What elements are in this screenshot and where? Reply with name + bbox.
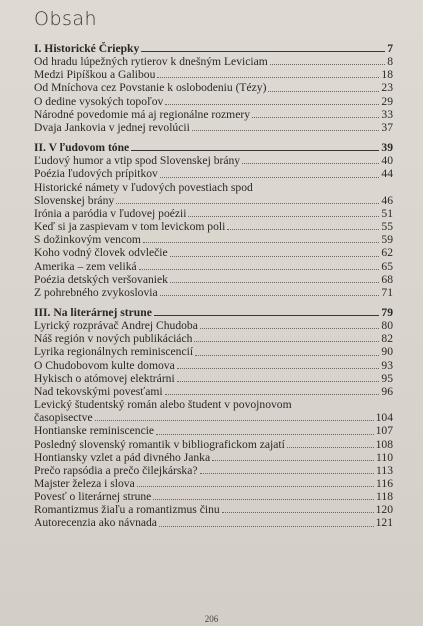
toc-entry: [34, 194, 393, 207]
dot-leader: [287, 446, 374, 448]
page-number: 107: [375, 424, 393, 438]
dot-leader: [170, 281, 379, 283]
entry-label: Náš región v nových publikáciách: [34, 332, 193, 346]
entry-label: Dvaja Jankovia v jednej revolúcii: [34, 120, 190, 134]
toc-entry: [34, 167, 393, 180]
page-number: 18: [381, 68, 393, 82]
toc-section: [34, 42, 393, 134]
page-number: 95: [381, 371, 393, 385]
entry-label: O Chudobovom kulte domova: [34, 358, 175, 372]
dot-leader: [252, 116, 379, 118]
dot-leader: [177, 380, 380, 382]
entry-label: Majster železa i slova: [34, 477, 135, 490]
dot-leader: [194, 340, 379, 342]
section-heading-label: III. Na literárnej strune: [34, 305, 152, 319]
toc-entry: [34, 372, 393, 385]
toc-entry: [34, 438, 393, 451]
entry-label: Hontiansky vzlet a pád divného Janka: [34, 450, 211, 464]
toc-entry: [34, 451, 393, 464]
dot-leader: [157, 76, 379, 78]
dot-leader: [116, 202, 379, 204]
toc-section: [34, 306, 393, 530]
page-number: 29: [381, 94, 393, 108]
dot-leader: [95, 419, 374, 421]
entry-label: Posledný slovenský romantik v bibliografickom zajatí: [34, 437, 285, 451]
toc-entry: [34, 332, 393, 345]
entry-label: Prečo rapsódia a prečo čilejkárska?: [34, 463, 198, 477]
dot-leader: [270, 63, 385, 65]
dot-leader: [143, 241, 379, 243]
dot-leader: [188, 215, 379, 217]
dot-leader: [159, 525, 374, 527]
page-number: 37: [381, 120, 393, 134]
toc-entry: [34, 233, 393, 246]
page-number: 59: [381, 233, 393, 247]
page-number: 44: [381, 167, 393, 181]
entry-label: Poézia ľudových prípitkov: [34, 167, 158, 181]
table-of-contents: [34, 42, 393, 530]
dot-leader: [177, 367, 380, 369]
page-number: 120: [375, 503, 393, 517]
entry-label: Povesť o literárnej strune: [34, 490, 152, 504]
page-number: 40: [381, 154, 393, 168]
toc-entry: [34, 260, 393, 273]
toc-section: [34, 141, 393, 299]
dot-leader: [268, 90, 379, 92]
dot-leader: [195, 354, 379, 356]
entry-label: S dožinkovým vencom: [34, 233, 141, 247]
dot-leader: [160, 294, 380, 296]
toc-entry: [34, 464, 393, 477]
toc-entry: [34, 411, 393, 424]
page-number: 121: [375, 516, 393, 530]
dot-leader: [212, 459, 374, 461]
page-number: 46: [381, 193, 393, 207]
toc-entry: [34, 516, 393, 529]
dot-leader: [141, 50, 385, 52]
dot-leader: [137, 485, 374, 487]
entry-label: Romantizmus žiaľu a romantizmus činu: [34, 503, 220, 517]
toc-entry: [34, 424, 393, 437]
dot-leader: [165, 103, 379, 105]
page-number: 55: [381, 220, 393, 234]
section-heading: [34, 42, 393, 55]
dot-leader: [192, 129, 380, 131]
entry-label: Autorecenzia ako návnada: [34, 516, 157, 530]
entry-label: Keď si ja zaspievam v tom levickom poli: [34, 220, 226, 234]
page-number: 23: [381, 81, 393, 95]
entry-label-continuation: Slovenskej brány: [34, 193, 115, 207]
entry-label: Ľudový humor a vtip spod Slovenskej brány: [34, 154, 241, 168]
entry-label: Koho vodný človek odvlečie: [34, 246, 168, 260]
entry-label: Amerika – zem veliká: [34, 259, 137, 273]
dot-leader: [160, 176, 380, 178]
dot-leader: [170, 255, 380, 257]
section-heading-label: II. V ľudovom tóne: [34, 141, 130, 155]
entry-label-line: Levický študentský román alebo študent v povojnovom: [34, 398, 292, 412]
page-number: 65: [381, 259, 393, 273]
entry-label: O dedine vysokých topoľov: [34, 94, 164, 108]
entry-label: Od hradu lúpežných rytierov k dnešným Leviciam: [34, 55, 268, 69]
toc-entry: [34, 385, 393, 398]
toc-entry: [34, 477, 393, 490]
page-number: 71: [381, 285, 393, 299]
toc-entry: [34, 55, 393, 68]
page-number: 68: [381, 272, 393, 286]
entry-label: Irónia a paródia v ľudovej poézii: [34, 206, 187, 220]
dot-leader: [200, 472, 375, 474]
page-number: 116: [376, 477, 393, 490]
page-number: 90: [381, 345, 393, 359]
page-number: 108: [375, 437, 393, 451]
toc-entry: [34, 121, 393, 134]
dot-leader: [154, 314, 380, 316]
toc-entry: [34, 273, 393, 286]
entry-label: Lyrický rozprávač Andrej Chudoba: [34, 319, 198, 333]
dot-leader: [156, 433, 374, 435]
toc-entry: [34, 95, 393, 108]
toc-entry: [34, 108, 393, 121]
entry-label: Hontianske reminiscencie: [34, 424, 155, 438]
entry-label: Z pohrebného zvykoslovia: [34, 285, 158, 299]
section-heading: [34, 306, 393, 319]
entry-label-continuation: časopisectve: [34, 411, 93, 425]
entry-label: Nad tekovskými povesťami: [34, 384, 163, 398]
toc-entry: [34, 154, 393, 167]
page-title: Obsah: [34, 8, 98, 30]
section-heading: [34, 141, 393, 154]
toc-entry: [34, 490, 393, 503]
dot-leader: [153, 498, 374, 500]
dot-leader: [242, 162, 379, 164]
page-number: 113: [376, 463, 393, 477]
dot-leader: [165, 393, 380, 395]
page-number: 51: [381, 206, 393, 220]
entry-label-line: Historické námety v ľudových povestiach spod: [34, 180, 253, 194]
page-number: 82: [381, 332, 393, 346]
page-number: 104: [375, 411, 393, 425]
dot-leader: [227, 228, 379, 230]
toc-entry: [34, 81, 393, 94]
toc-entry: [34, 68, 393, 81]
dot-leader: [131, 149, 379, 151]
page-number: 93: [381, 358, 393, 372]
toc-entry: [34, 286, 393, 299]
entry-label: Hykisch o atómovej elektrárni: [34, 371, 175, 385]
page-number: 110: [376, 450, 393, 464]
toc-entry: [34, 359, 393, 372]
toc-entry: [34, 503, 393, 516]
dot-leader: [139, 268, 380, 270]
toc-entry: [34, 220, 393, 233]
entry-label: Medzi Pipíškou a Galibou: [34, 68, 156, 82]
page-number: 39: [381, 141, 393, 155]
page-folio: 206: [204, 614, 219, 624]
toc-entry: [34, 319, 393, 332]
page-number: 33: [381, 107, 393, 121]
entry-label: Od Mníchova cez Povstanie k oslobodeniu (Tézy): [34, 81, 267, 95]
toc-entry: [34, 207, 393, 220]
page-number: 79: [381, 305, 393, 319]
section-heading-label: I. Historické Čriepky: [34, 42, 140, 55]
page-number: 7: [387, 42, 393, 55]
page-number: 96: [381, 384, 393, 398]
toc-entry: [34, 345, 393, 358]
dot-leader: [222, 511, 374, 513]
page-number: 8: [387, 55, 393, 69]
page-number: 80: [381, 319, 393, 333]
page-number: 118: [376, 490, 393, 504]
dot-leader: [200, 327, 380, 329]
page-number: 62: [381, 246, 393, 260]
entry-label: Národné povedomie má aj regionálne rozmery: [34, 107, 251, 121]
toc-entry: [34, 246, 393, 259]
entry-label: Lyrika regionálnych reminiscencií: [34, 345, 194, 359]
entry-label: Poézia detských veršovaniek: [34, 272, 168, 286]
